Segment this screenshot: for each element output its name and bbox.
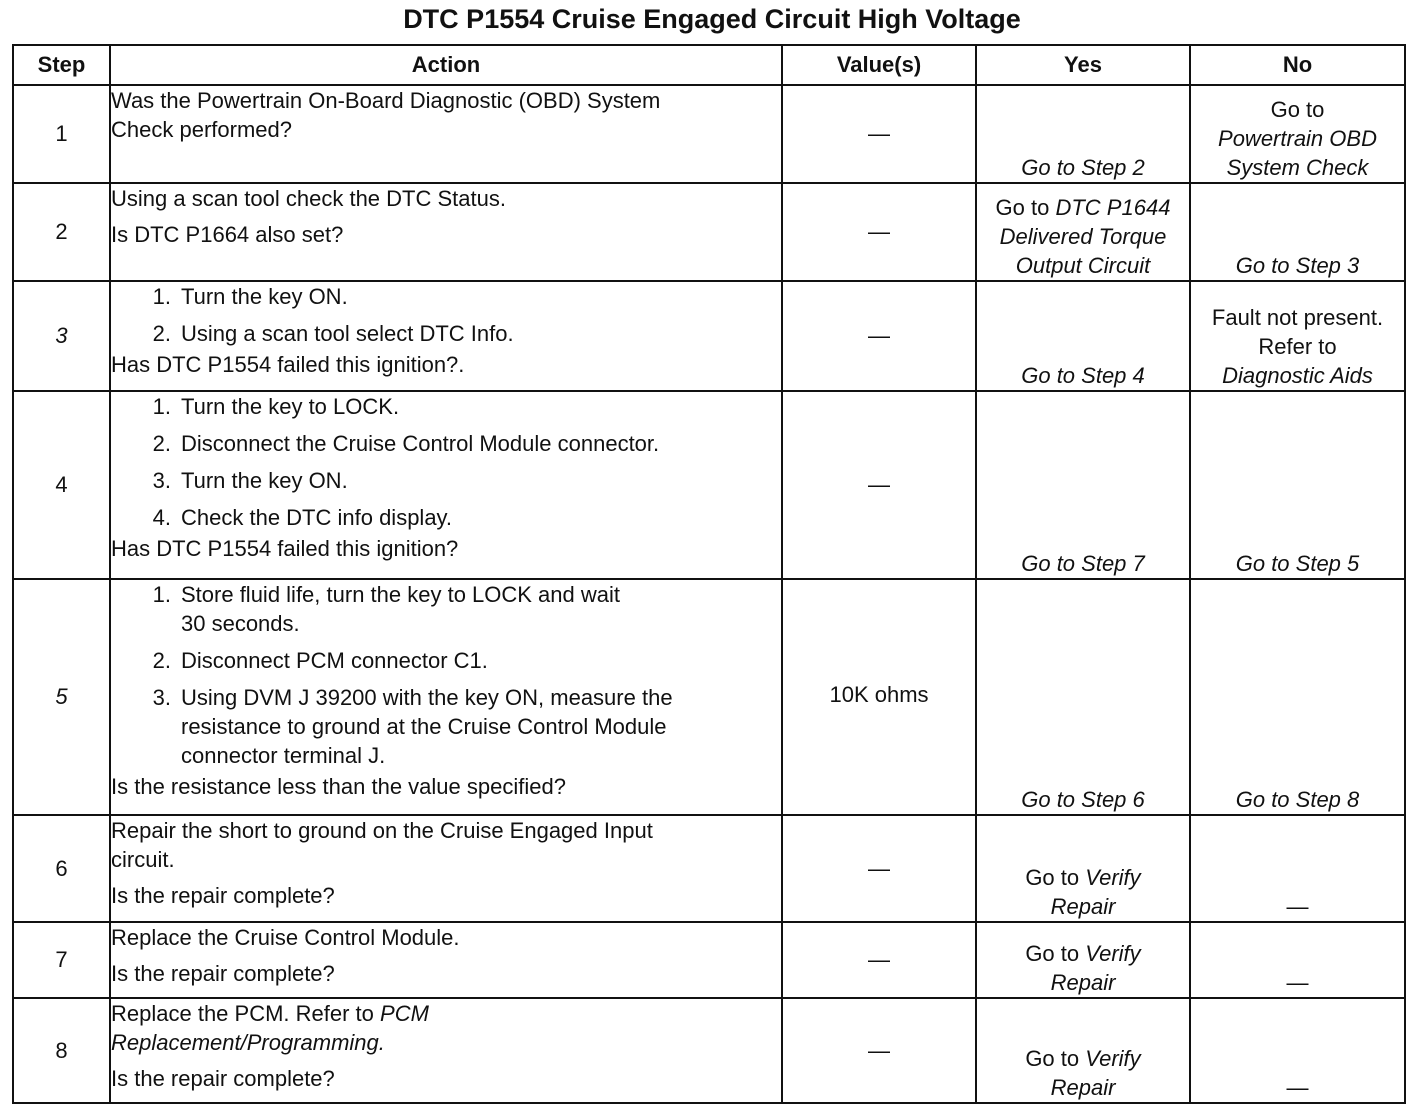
no-link[interactable]: Diagnostic Aids <box>1222 363 1373 388</box>
no-link[interactable]: System Check <box>1226 155 1369 180</box>
value-cell: — <box>782 391 976 579</box>
yes-link[interactable]: Verify <box>1085 865 1141 890</box>
no-cell <box>1190 579 1405 815</box>
no-link[interactable]: Go to Step 8 <box>1235 787 1360 812</box>
no-dash: — <box>1286 894 1309 919</box>
action-cell <box>110 391 782 579</box>
step-number: 2 <box>13 183 110 281</box>
value-text: 10K ohms <box>829 682 929 707</box>
no-cell <box>1190 281 1405 391</box>
list-item: 1. Store fluid life, turn the key to LOCK and wait 30 seconds. <box>152 582 621 636</box>
step-number: 8 <box>13 998 110 1103</box>
yes-link[interactable]: Output Circuit <box>1015 253 1151 278</box>
yes-cell <box>976 922 1190 998</box>
no-cell <box>1190 922 1405 998</box>
action-question: Is the repair complete? <box>111 883 335 908</box>
yes-cell <box>976 391 1190 579</box>
value-cell: — <box>782 183 976 281</box>
action-cell <box>110 183 782 281</box>
table-header-row <box>13 45 1405 85</box>
no-cell <box>1190 85 1405 183</box>
no-dash: — <box>1286 970 1309 995</box>
step-number: 1 <box>13 85 110 183</box>
table-row <box>13 183 1405 281</box>
action-question: Has DTC P1554 failed this ignition? <box>111 536 459 561</box>
list-item: 3. Using DVM J 39200 with the key ON, measure the resistance to ground at the Cruise Control Module connector terminal J. <box>152 685 673 768</box>
table-row <box>13 815 1405 922</box>
yes-link[interactable]: Go to Step 4 <box>1021 363 1145 388</box>
header-no: No <box>1190 45 1405 85</box>
yes-link[interactable]: Repair <box>1050 894 1116 919</box>
header-step: Step <box>13 45 110 85</box>
action-cell <box>110 85 782 183</box>
no-text: Refer to <box>1258 334 1337 359</box>
header-yes: Yes <box>976 45 1190 85</box>
yes-link[interactable]: Repair <box>1050 1075 1116 1100</box>
action-step-list <box>111 580 781 770</box>
pcm-link[interactable]: PCM <box>380 1001 429 1026</box>
diagnostic-table <box>12 44 1406 1104</box>
action-cell <box>110 922 782 998</box>
list-item: 2. Disconnect PCM connector C1. <box>152 648 488 673</box>
table-row <box>13 922 1405 998</box>
action-text: Replace the Cruise Control Module. <box>111 925 460 950</box>
yes-prefix: Go to <box>995 195 1050 220</box>
yes-link[interactable]: Go to Step 7 <box>1021 551 1145 576</box>
action-step-list <box>111 392 781 532</box>
table-row <box>13 998 1405 1103</box>
step-number: 4 <box>13 391 110 579</box>
list-item: 1. Turn the key to LOCK. <box>152 394 400 419</box>
value-cell: — <box>782 281 976 391</box>
no-cell <box>1190 391 1405 579</box>
table-row <box>13 579 1405 815</box>
action-text: Was the Powertrain On-Board Diagnostic (OBD) System <box>111 88 661 113</box>
yes-cell <box>976 183 1190 281</box>
value-cell <box>782 579 976 815</box>
list-item: 4. Check the DTC info display. <box>152 505 453 530</box>
no-prefix: Go to <box>1270 97 1325 122</box>
action-question: Is DTC P1664 also set? <box>111 222 344 247</box>
action-text: circuit. <box>111 847 175 872</box>
yes-link[interactable]: DTC P1644 <box>1055 195 1171 220</box>
step-number: 5 <box>13 579 110 815</box>
yes-prefix: Go to <box>1025 865 1080 890</box>
no-cell <box>1190 815 1405 922</box>
table-row <box>13 85 1405 183</box>
document-title: DTC P1554 Cruise Engaged Circuit High Voltage <box>403 4 1021 34</box>
action-text: Using a scan tool check the DTC Status. <box>111 186 506 211</box>
yes-prefix: Go to <box>1025 1046 1080 1071</box>
action-text: Replace the PCM. Refer to PCM <box>111 1001 429 1026</box>
yes-link[interactable]: Delivered Torque <box>999 224 1167 249</box>
action-cell <box>110 815 782 922</box>
list-item: 1. Turn the key ON. <box>152 284 348 309</box>
no-cell <box>1190 183 1405 281</box>
header-values: Value(s) <box>782 45 976 85</box>
yes-cell <box>976 998 1190 1103</box>
step-number: 7 <box>13 922 110 998</box>
action-question: Is the resistance less than the value specified? <box>111 774 566 799</box>
action-text: Check performed? <box>111 117 292 142</box>
list-item: 2. Using a scan tool select DTC Info. <box>152 321 514 346</box>
yes-link[interactable]: Go to Step 6 <box>1021 787 1145 812</box>
action-text: Repair the short to ground on the Cruise Engaged Input <box>111 818 653 843</box>
no-dash: — <box>1286 1075 1309 1100</box>
value-cell: — <box>782 85 976 183</box>
no-link[interactable]: Go to Step 5 <box>1235 551 1360 576</box>
no-cell <box>1190 998 1405 1103</box>
action-cell <box>110 281 782 391</box>
list-item: 3. Turn the key ON. <box>152 468 348 493</box>
value-cell: — <box>782 922 976 998</box>
action-step-list <box>111 282 781 348</box>
action-question: Has DTC P1554 failed this ignition?. <box>111 352 465 377</box>
yes-cell <box>976 85 1190 183</box>
yes-prefix: Go to <box>1025 941 1080 966</box>
action-cell <box>110 579 782 815</box>
action-question: Is the repair complete? <box>111 961 335 986</box>
no-link[interactable]: Powertrain OBD <box>1218 126 1377 151</box>
pcm-link[interactable]: Replacement/Programming. <box>111 1030 385 1055</box>
yes-cell <box>976 815 1190 922</box>
table-row <box>13 391 1405 579</box>
yes-link[interactable]: Verify <box>1085 941 1141 966</box>
no-link[interactable]: Go to Step 3 <box>1235 253 1360 278</box>
yes-cell <box>976 579 1190 815</box>
step-number: 6 <box>13 815 110 922</box>
yes-link[interactable]: Go to Step 2 <box>1021 155 1145 180</box>
yes-cell <box>976 281 1190 391</box>
table-row <box>13 281 1405 391</box>
action-question: Is the repair complete? <box>111 1066 335 1091</box>
header-action: Action <box>110 45 782 85</box>
yes-link[interactable]: Verify <box>1085 1046 1141 1071</box>
action-cell <box>110 998 782 1103</box>
yes-link[interactable]: Repair <box>1050 970 1116 995</box>
no-text: Fault not present. <box>1211 305 1384 330</box>
step-number: 3 <box>13 281 110 391</box>
value-cell: — <box>782 998 976 1103</box>
value-cell: — <box>782 815 976 922</box>
list-item: 2. Disconnect the Cruise Control Module connector. <box>152 431 660 456</box>
